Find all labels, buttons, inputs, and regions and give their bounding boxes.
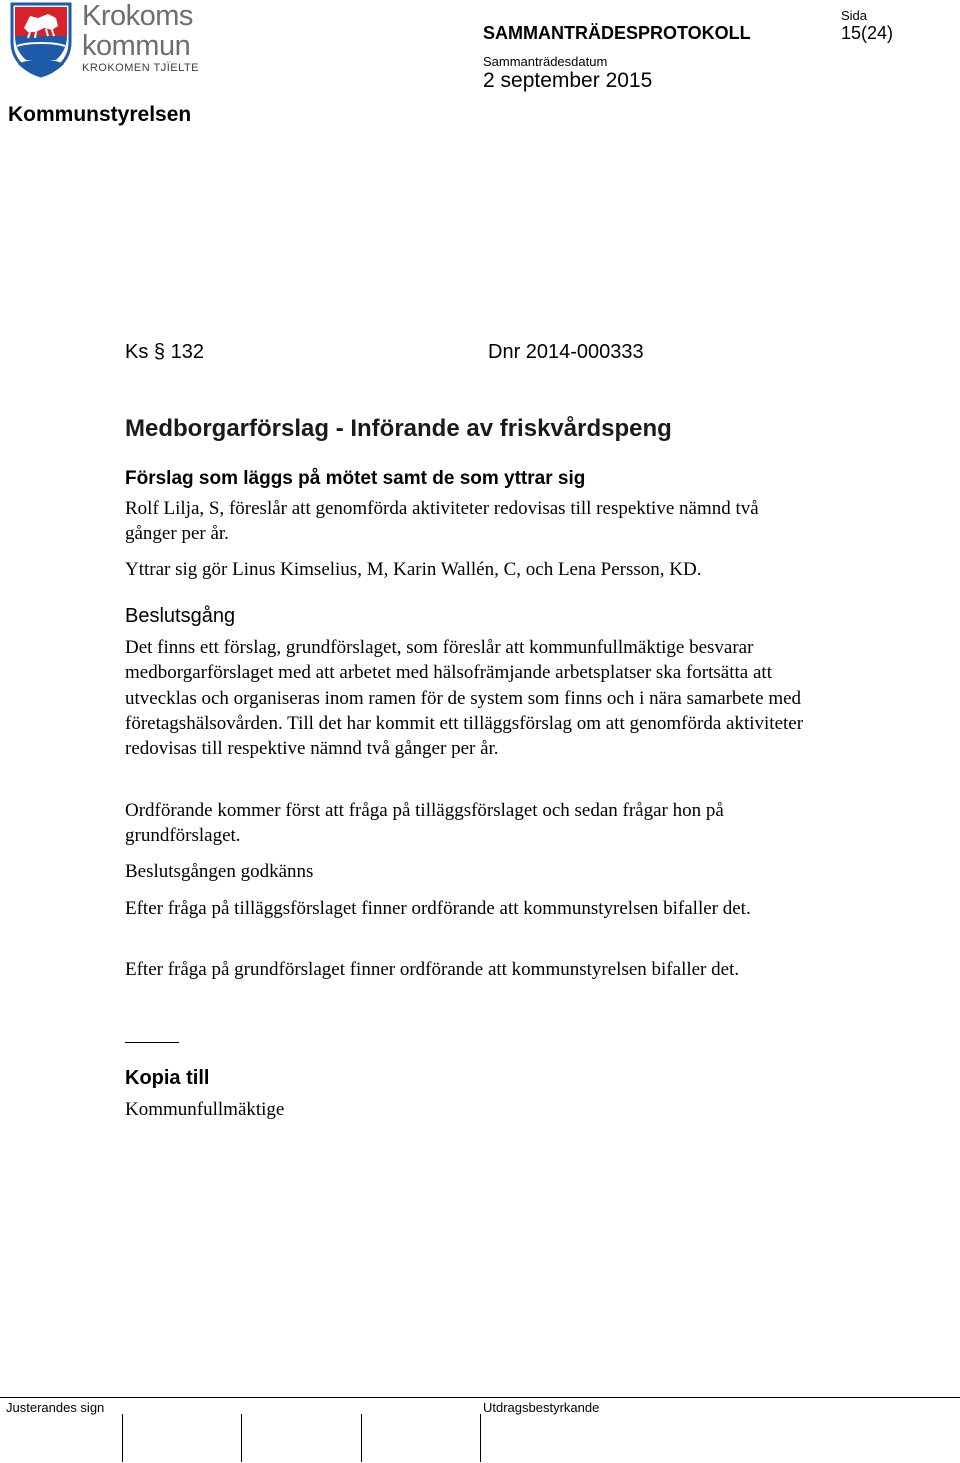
municipality-crest-logo: [8, 2, 74, 78]
decision-paragraph-2: Ordförande kommer först att fråga på tilläggsförslaget och sedan frågar hon på grundförslaget.: [125, 800, 724, 847]
certification-label: Utdragsbestyrkande: [483, 1400, 600, 1415]
signature-box-divider: [241, 1414, 242, 1462]
proposals-heading: Förslag som läggs på mötet samt de som yttrar sig: [125, 468, 586, 489]
decision-paragraph-4: Efter fråga på tilläggsförslaget finner ordförande att kommunstyrelsen bifaller det.: [125, 898, 751, 919]
document-type: SAMMANTRÄDESPROTOKOLL: [483, 23, 751, 43]
copy-heading: Kopia till: [125, 1067, 210, 1089]
footer-divider: [0, 1397, 960, 1398]
signature-label: Justerandes sign: [6, 1400, 105, 1415]
case-title: Medborgarförslag - Införande av friskvårdspeng: [125, 415, 672, 442]
signature-box-divider: [361, 1414, 362, 1462]
organization-name: Kommunstyrelsen: [8, 103, 192, 126]
meeting-date-label: Sammanträdesdatum: [483, 54, 608, 69]
page-label: Sida: [841, 8, 868, 23]
brand-name-line2: kommun: [82, 30, 191, 62]
speakers-text: Yttrar sig gör Linus Kimselius, M, Karin Wallén, C, och Lena Persson, KD.: [125, 559, 702, 580]
case-number: Dnr 2014-000333: [488, 341, 644, 363]
decision-paragraph-5: Efter fråga på grundförslaget finner ordförande att kommunstyrelsen bifaller det.: [125, 959, 740, 980]
paragraph-number: Ks § 132: [125, 341, 204, 363]
decision-paragraph-3: Beslutsgången godkänns: [125, 861, 314, 882]
decision-heading: Beslutsgång: [125, 605, 236, 627]
decision-paragraph-1: Det finns ett förslag, grundförslaget, som föreslår att kommunfullmäktige besvarar medborgarförslaget med att arbetet med hälsofrämjande arbetsplatser ska fortsätta att utvecklas och organiseras inom ramen för de system som finns och i nära samarbete med företagshälsovården. Till det har kommit ett tilläggsförslag om att genomförda aktiviteter redovisas till respektive nämnd två gånger per år.: [125, 637, 804, 760]
copy-recipient: Kommunfullmäktige: [125, 1099, 285, 1120]
signature-box-divider: [480, 1414, 481, 1462]
signature-box-divider: [122, 1414, 123, 1462]
proposal-text: Rolf Lilja, S, föreslår att genomförda aktiviteter redovisas till respektive nämnd två gånger per år.: [125, 498, 759, 545]
brand-tagline: KROKOMEN TJÏELTE: [82, 62, 200, 74]
separator-line: [125, 1042, 179, 1043]
meeting-date: 2 september 2015: [483, 69, 653, 92]
page-number: 15(24): [841, 23, 894, 43]
brand-name-line1: Krokoms: [82, 0, 193, 32]
